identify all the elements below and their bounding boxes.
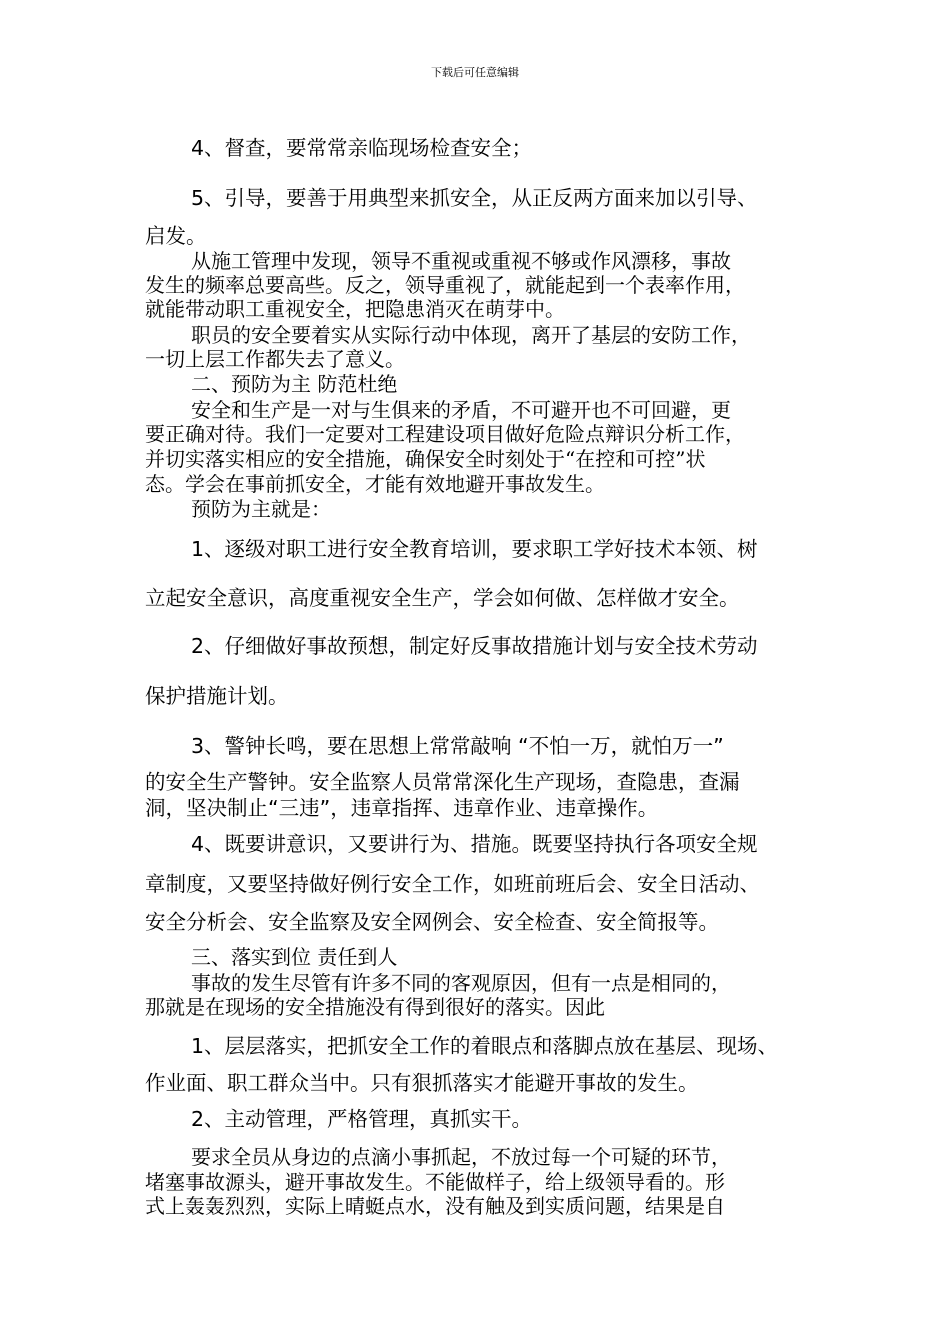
paragraph-line: 那就是在现场的安全措施没有得到很好的落实。因此 (145, 995, 605, 1019)
section-heading: 二、预防为主 防范杜绝 (191, 372, 398, 396)
paragraph-line: 预防为主就是： (191, 497, 331, 521)
paragraph-line: 职员的安全要着实从实际行动中体现，离开了基层的安防工作， (191, 323, 751, 347)
paragraph-line: 1、逐级对职工进行安全教育培训，要求职工学好技术本领、树 (191, 537, 758, 561)
paragraph-line: 从施工管理中发现，领导不重视或重视不够或作风漂移，事故 (191, 249, 731, 273)
page-header: 下载后可任意编辑 (431, 66, 519, 79)
paragraph-line: 4、督查，要常常亲临现场检查安全； (191, 136, 533, 160)
paragraph-line: 洞，坚决制止“三违”，违章指挥、违章作业、违章操作。 (145, 796, 659, 820)
paragraph-line: 4、既要讲意识，又要讲行为、措施。既要坚持执行各项安全规 (191, 832, 758, 856)
paragraph-line: 要求全员从身边的点滴小事抓起，不放过每一个可疑的环节， (191, 1145, 731, 1169)
paragraph-line: 的安全生产警钟。安全监察人员常常深化生产现场，查隐患，查漏 (145, 770, 740, 794)
paragraph-line: 发生的频率总要高些。反之，领导重视了，就能起到一个表率作用， (145, 273, 745, 297)
paragraph-line: 安全分析会、安全监察及安全网例会、安全检查、安全简报等。 (145, 910, 719, 934)
paragraph-line: 要正确对待。我们一定要对工程建设项目做好危险点辩识分析工作， (145, 422, 745, 446)
paragraph-line: 2、主动管理，严格管理，真抓实干。 (191, 1107, 533, 1131)
paragraph-line: 安全和生产是一对与生俱来的矛盾，不可避开也不可回避，更 (191, 398, 731, 422)
paragraph-line: 5、引导，要善于用典型来抓安全，从正反两方面来加以引导、 (191, 186, 758, 210)
paragraph-line: 立起安全意识，高度重视安全生产，学会如何做、怎样做才安全。 (145, 586, 740, 610)
paragraph-line: 启发。 (145, 224, 207, 248)
paragraph-line: 就能带动职工重视安全，把隐患消灭在萌芽中。 (145, 297, 565, 321)
paragraph-line: 3、警钟长鸣，要在思想上常常敲响 “不怕一万，就怕万一” (191, 734, 724, 758)
paragraph-line: 章制度，又要坚持做好例行安全工作，如班前班后会、安全日活动、 (145, 872, 760, 896)
paragraph-line: 堵塞事故源头，避开事故发生。不能做样子，给上级领导看的。形 (145, 1170, 725, 1194)
paragraph-line: 事故的发生尽管有许多不同的客观原因，但有一点是相同的， (191, 971, 731, 995)
paragraph-line: 2、仔细做好事故预想，制定好反事故措施计划与安全技术劳动 (191, 634, 758, 658)
paragraph-line: 保护措施计划。 (145, 684, 289, 708)
paragraph-line: 一切上层工作都失去了意义。 (145, 347, 405, 371)
paragraph-line: 并切实落实相应的安全措施，确保安全时刻处于“在控和可控”状 (145, 447, 706, 471)
paragraph-line: 1、层层落实，把抓安全工作的着眼点和落脚点放在基层、现场、 (191, 1034, 779, 1058)
paragraph-line: 态。学会在事前抓安全，才能有效地避开事故发生。 (145, 472, 605, 496)
paragraph-line: 作业面、职工群众当中。只有狠抓落实才能避开事故的发生。 (145, 1071, 699, 1095)
paragraph-line: 式上轰轰烈烈，实际上晴蜓点水，没有触及到实质问题，结果是自 (145, 1194, 725, 1218)
section-heading: 三、落实到位 责任到人 (191, 945, 398, 969)
